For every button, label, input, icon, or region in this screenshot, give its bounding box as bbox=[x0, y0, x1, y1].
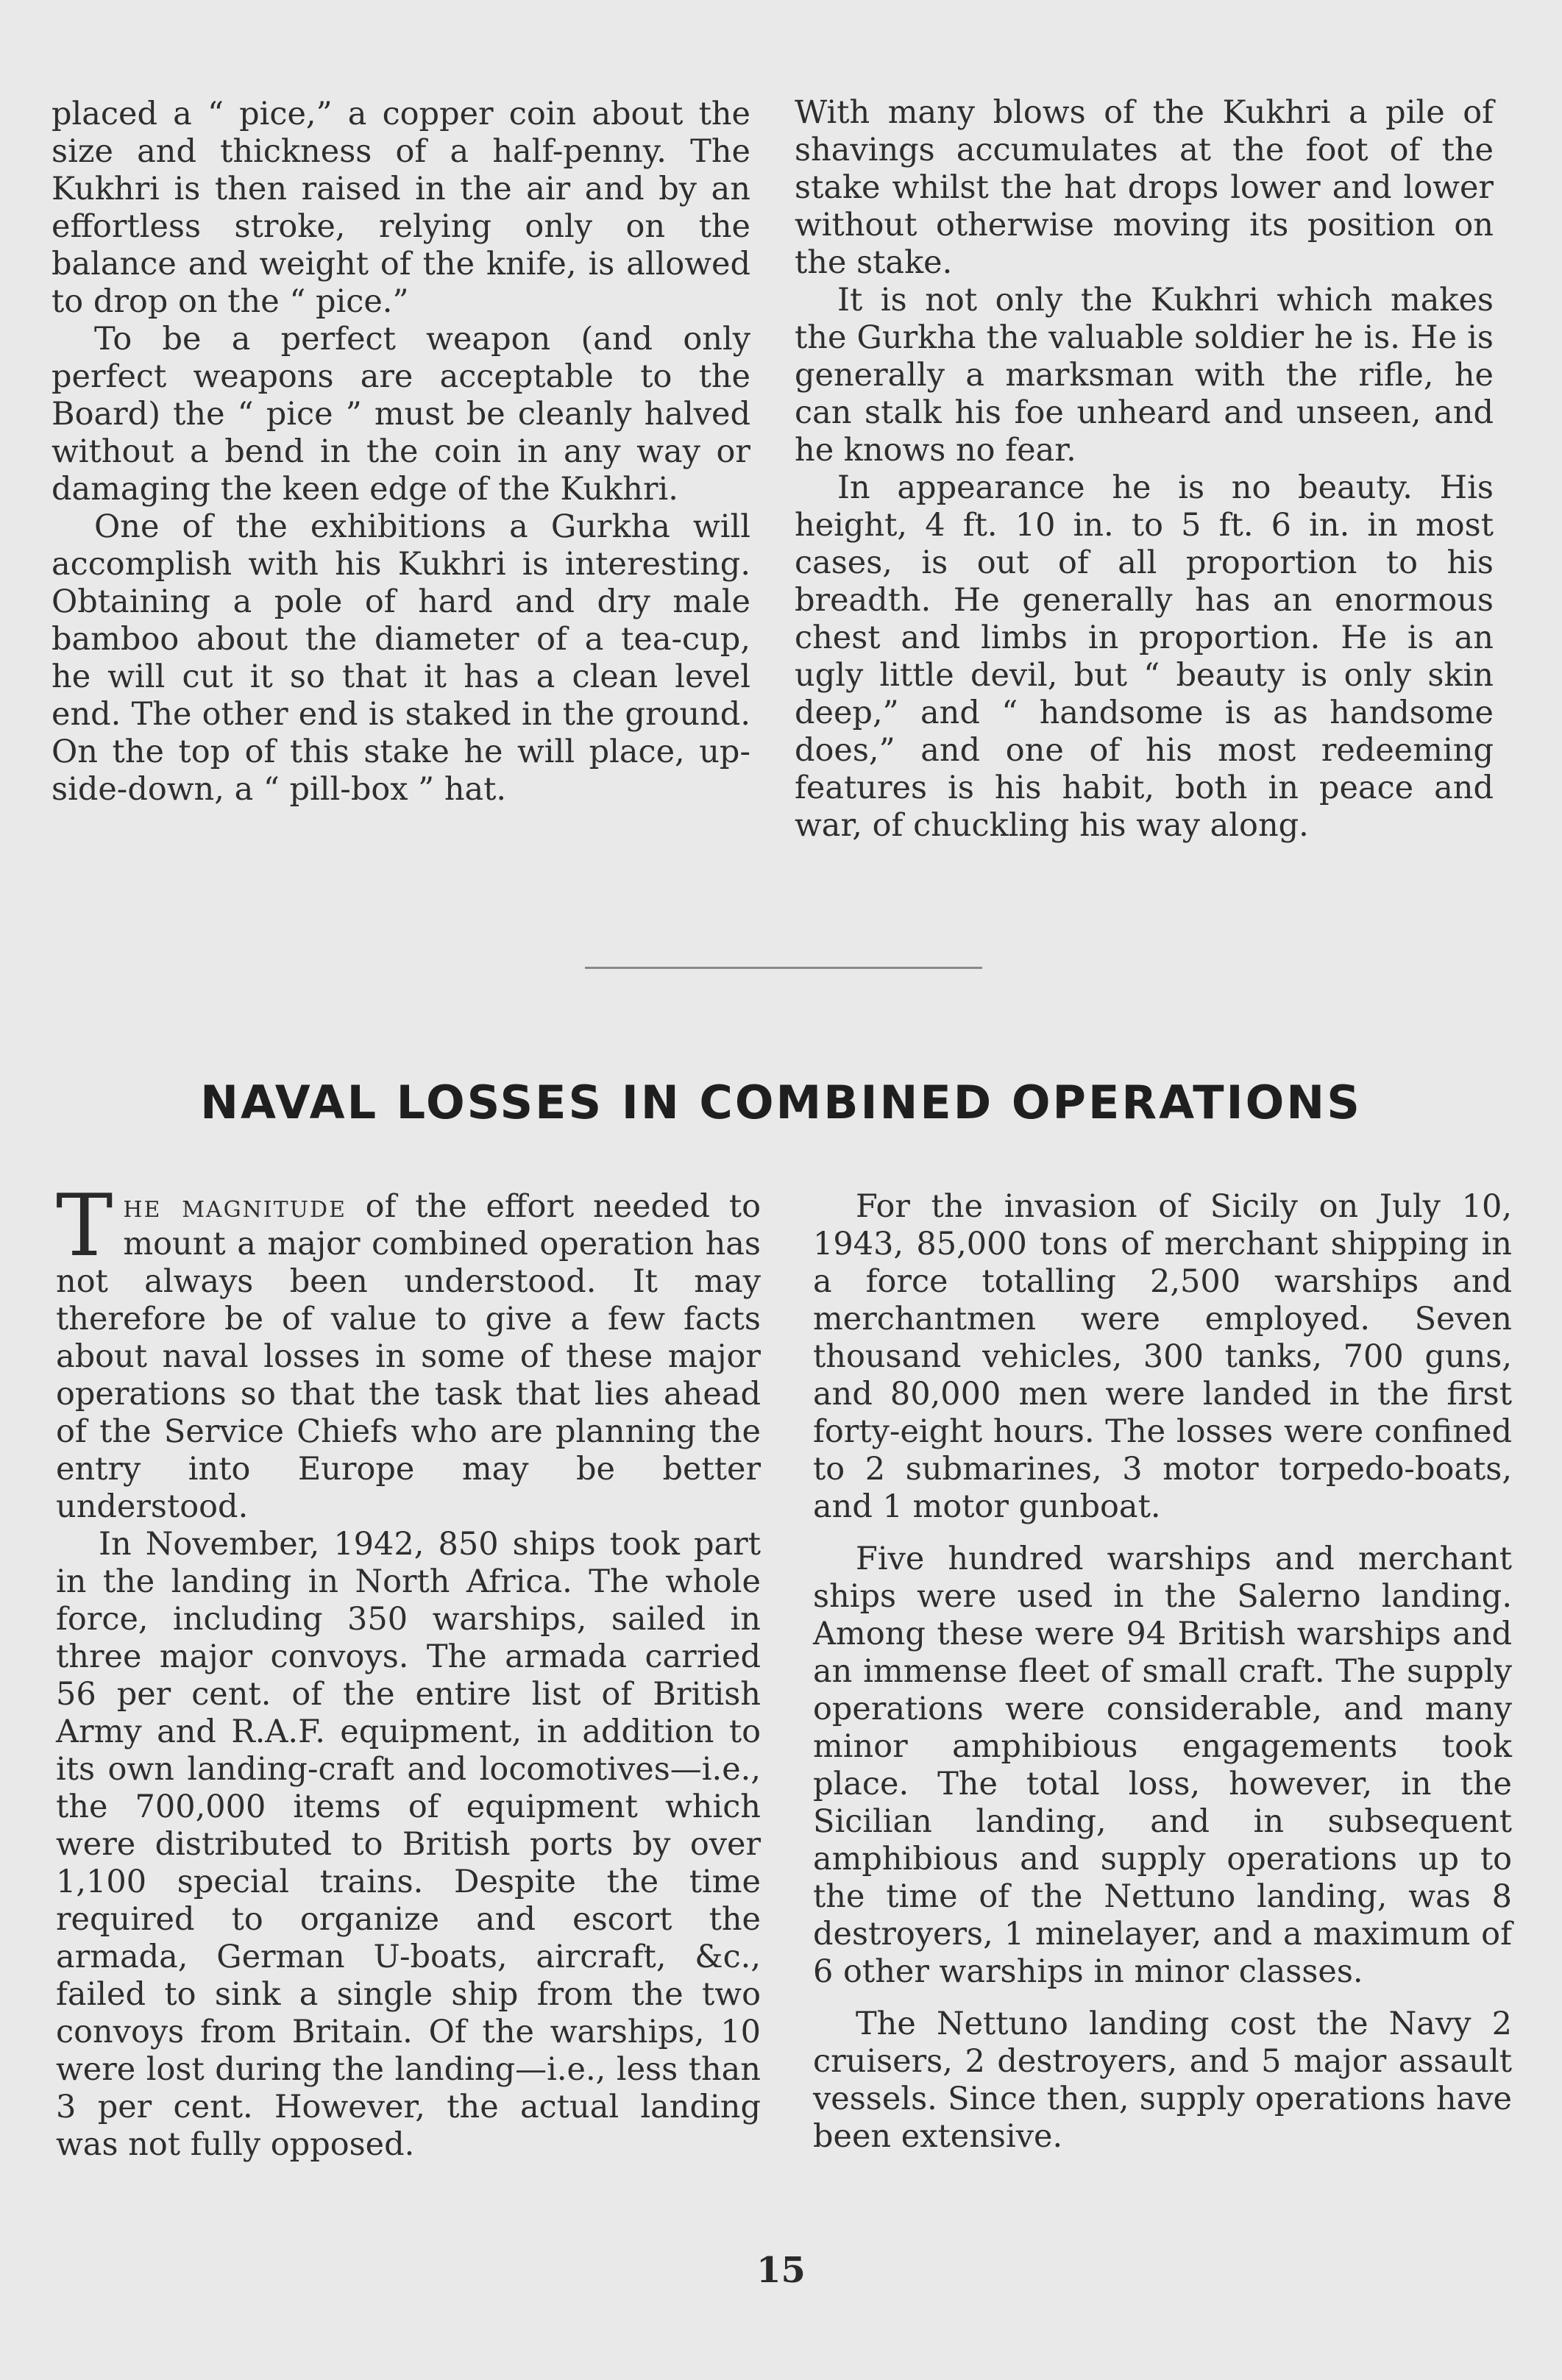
lead-paragraph bbox=[56, 1176, 761, 1526]
paragraph: Five hundred warships and merchant ships were used in the Salerno landing. Among these were 94 British warships and an immense fleet of small craft. The supply operations were considerable, and many minor amphibious engagements took place. The total loss, however, in the Sicilian landing, and in subsequent amphibious and supply operations up to the time of the Nettuno landing, was 8 destroyers, 1 minelayer, and a maximum of 6 other warships in minor classes. bbox=[813, 1541, 1512, 1990]
section-divider bbox=[585, 967, 982, 969]
paragraph: In November, 1942, 850 ships took part in the landing in North Africa. The whole force, including 350 warships, sailed in three major convoys. The armada carried 56 per cent. of the entire list of British Army and R.A.F. equipment, in addition to its own landing-craft and locomotives—i.e., the 700,000 items of equipment which were distributed to British ports by over 1,100 special trains. Despite the time required to organize and escort the armada, German U-boats, aircraft, &c., failed to sink a single ship from the two convoys from Britain. Of the warships, 10 were lost during the landing—i.e., less than 3 per cent. However, the actual landing was not fully opposed. bbox=[56, 1526, 761, 2163]
bottom-left-column bbox=[56, 1176, 761, 2164]
paragraph: To be a perfect weapon (and only perfect weapons are acceptable to the Board) the “ pice ” must be cleanly halved without a bend in the coin in any way or damaging the keen edge of the Kukhri. bbox=[52, 321, 750, 508]
lead-text: of the effort needed to mount a major combined operation has not always been understood. It may therefore be of value to give a few facts about naval losses in some of these major operations so that the task that lies ahead of the Service Chiefs who are planning the entry into Europe may be better understood. bbox=[56, 1188, 761, 1525]
bottom-right-column bbox=[813, 1188, 1512, 2156]
page-number: 15 bbox=[756, 2250, 806, 2291]
lead-smallcaps: he magnitude bbox=[123, 1188, 347, 1225]
paragraph: In appearance he is no beauty. His height, 4 ft. 10 in. to 5 ft. 6 in. in most cases, is out of all proportion to his breadth. He generally has an enormous chest and limbs in proportion. He is an ugly little devil, but “ beauty is only skin deep,” and “ handsome is as handsome does,” and one of his most redeeming features is his habit, both in peace and war, of chuckling his way along. bbox=[795, 469, 1494, 844]
top-left-column bbox=[52, 96, 750, 809]
paragraph: With many blows of the Kukhri a pile of shavings accumulates at the foot of the stake whilst the hat drops lower and lower without otherwise moving its position on the stake. bbox=[795, 94, 1494, 281]
paragraph: It is not only the Kukhri which makes the Gurkha the valuable soldier he is. He is generally a marksman with the rifle, he can stalk his foe unheard and unseen, and he knows no fear. bbox=[795, 282, 1494, 469]
top-right-column bbox=[795, 94, 1494, 845]
paragraph: One of the exhibitions a Gurkha will accomplish with his Kukhri is interesting. Obtaining a pole of hard and dry male bamboo about the diameter of a tea-cup, he will cut it so that it has a clean level end. The other end is staked in the ground. On the top of this stake he will place, up-side-down, a “ pill-box ” hat. bbox=[52, 508, 750, 808]
drop-cap: T bbox=[56, 1176, 113, 1276]
paragraph: placed a “ pice,” a copper coin about the size and thickness of a half-penny. The Kukhri is then raised in the air and by an effortless stroke, relying only on the balance and weight of the knife, is allowed to drop on the “ pice.” bbox=[52, 96, 750, 320]
paragraph: The Nettuno landing cost the Navy 2 cruisers, 2 destroyers, and 5 major assault vessels. Since then, supply operations have been extensive. bbox=[813, 2006, 1512, 2155]
paragraph: For the invasion of Sicily on July 10, 1943, 85,000 tons of merchant shipping in a force totalling 2,500 warships and merchantmen were employed. Seven thousand vehicles, 300 tanks, 700 guns, and 80,000 men were landed in the first forty-eight hours. The losses were confined to 2 submarines, 3 motor torpedo-boats, and 1 motor gunboat. bbox=[813, 1188, 1512, 1525]
article-title: NAVAL LOSSES IN COMBINED OPERATIONS bbox=[200, 1076, 1362, 1129]
